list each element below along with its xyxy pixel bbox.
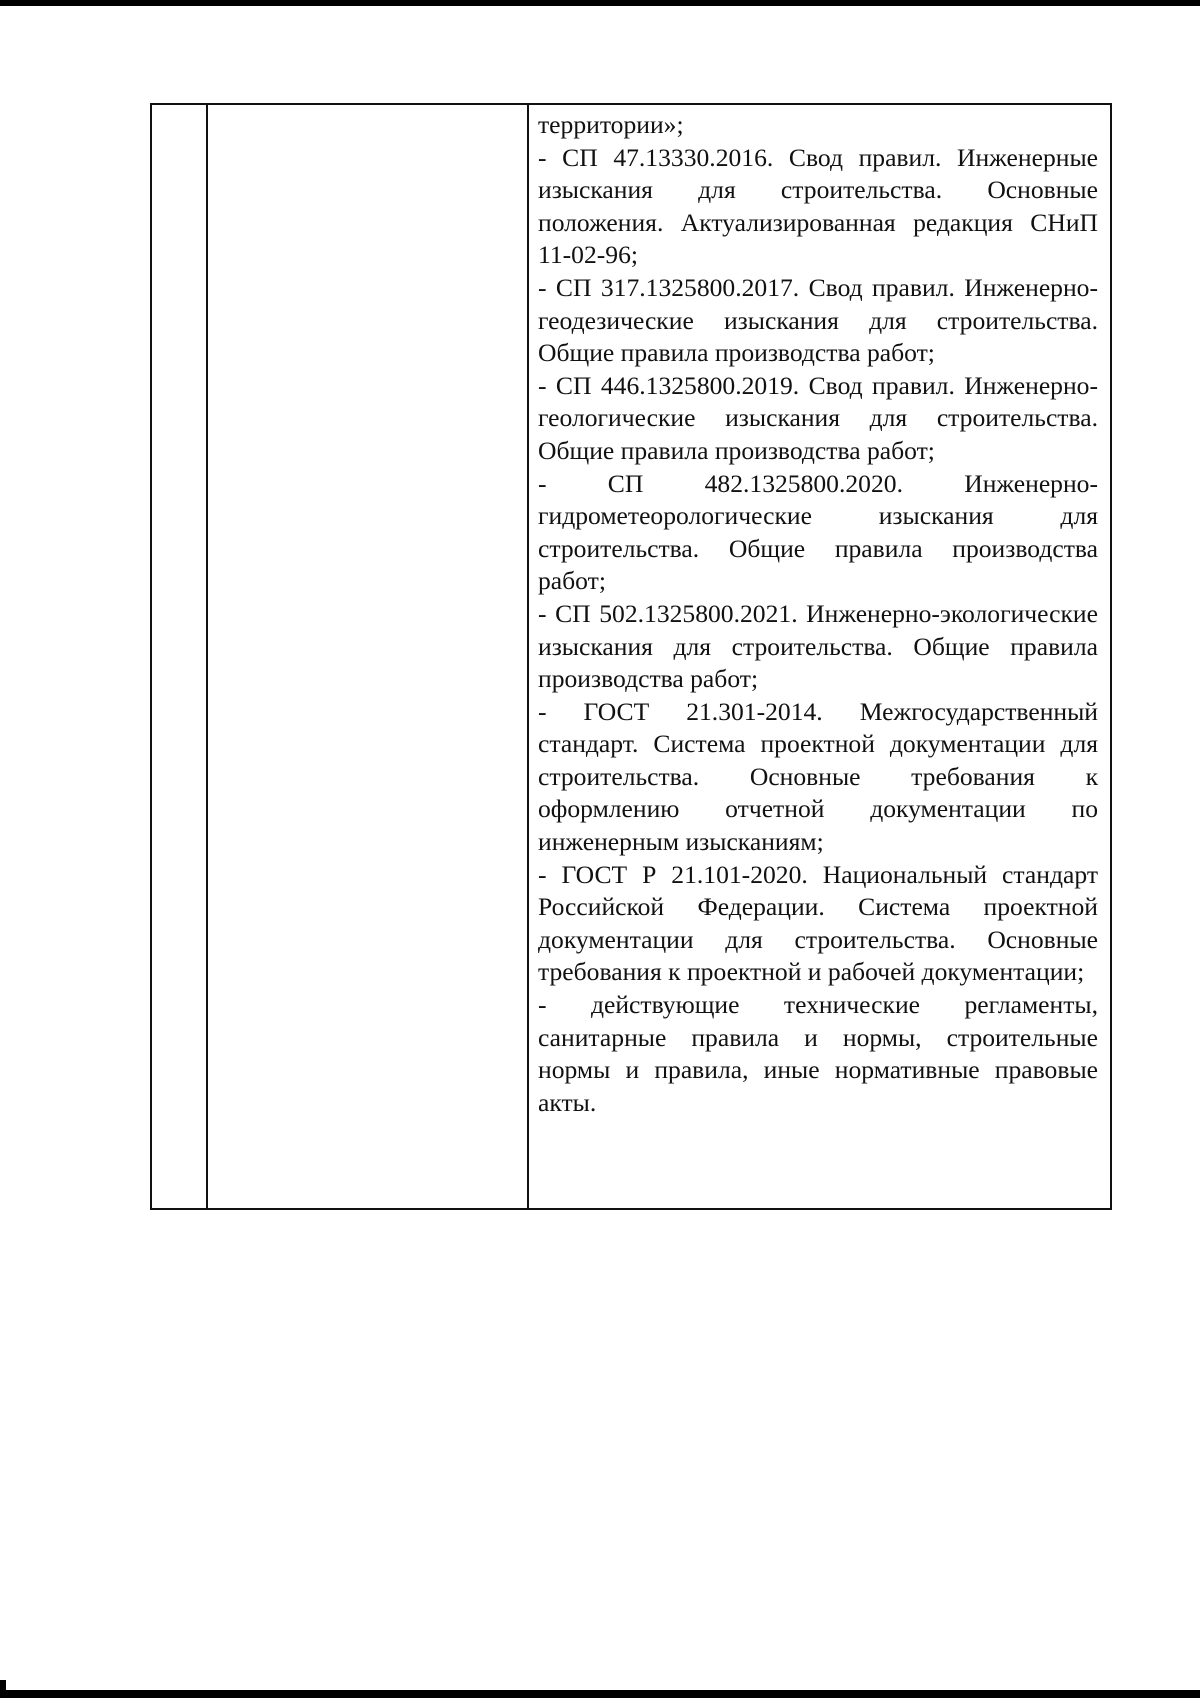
- table-cell-normative-documents: [538, 109, 1098, 1119]
- paragraph-gost-r-21-101: - ГОСТ Р 21.101-2020. Национальный стандарт Российской Федерации. Система проектной документации для строительства. Основные требования к проектной и рабочей документации;: [538, 859, 1098, 987]
- paragraph-regulations: - действующие технические регламенты, санитарные правила и нормы, строительные нормы и правила, иные нормативные правовые акты.: [538, 990, 1098, 1117]
- paragraph-sp-446: - СП 446.1325800.2019. Свод правил. Инженерно-геологические изыскания для строительства. Общие правила производства работ;: [538, 370, 1098, 465]
- scan-edge-bottom: [0, 1690, 1200, 1698]
- requirements-table: [150, 103, 1112, 1210]
- paragraph-sp-317: - СП 317.1325800.2017. Свод правил. Инженерно-геодезические изыскания для строительства. Общие правила производства работ;: [538, 272, 1098, 368]
- paragraph-sp-502: - СП 502.1325800.2021. Инженерно-экологические изыскания для строительства. Общие правила производства работ;: [538, 598, 1098, 694]
- paragraph-gost-21-301: - ГОСТ 21.301-2014. Межгосударственный стандарт. Система проектной документации для строительства. Основные требования к оформлению отчетной документации по инженерным изысканиям;: [538, 696, 1098, 857]
- paragraph-sp-47: - СП 47.13330.2016. Свод правил. Инженерные изыскания для строительства. Основные положения. Актуализированная редакция СНиП 11-02-96;: [538, 142, 1098, 270]
- column-divider-1: [206, 105, 208, 1208]
- column-divider-2: [527, 105, 529, 1208]
- paragraph-sp-482: - СП 482.1325800.2020. Инженерно-гидрометеорологические изыскания для строительства. Общие правила производства работ;: [538, 468, 1098, 596]
- paragraph-territory-end: территории»;: [538, 110, 684, 139]
- scan-edge-top: [0, 0, 1200, 6]
- scan-edge-corner: [0, 1680, 6, 1698]
